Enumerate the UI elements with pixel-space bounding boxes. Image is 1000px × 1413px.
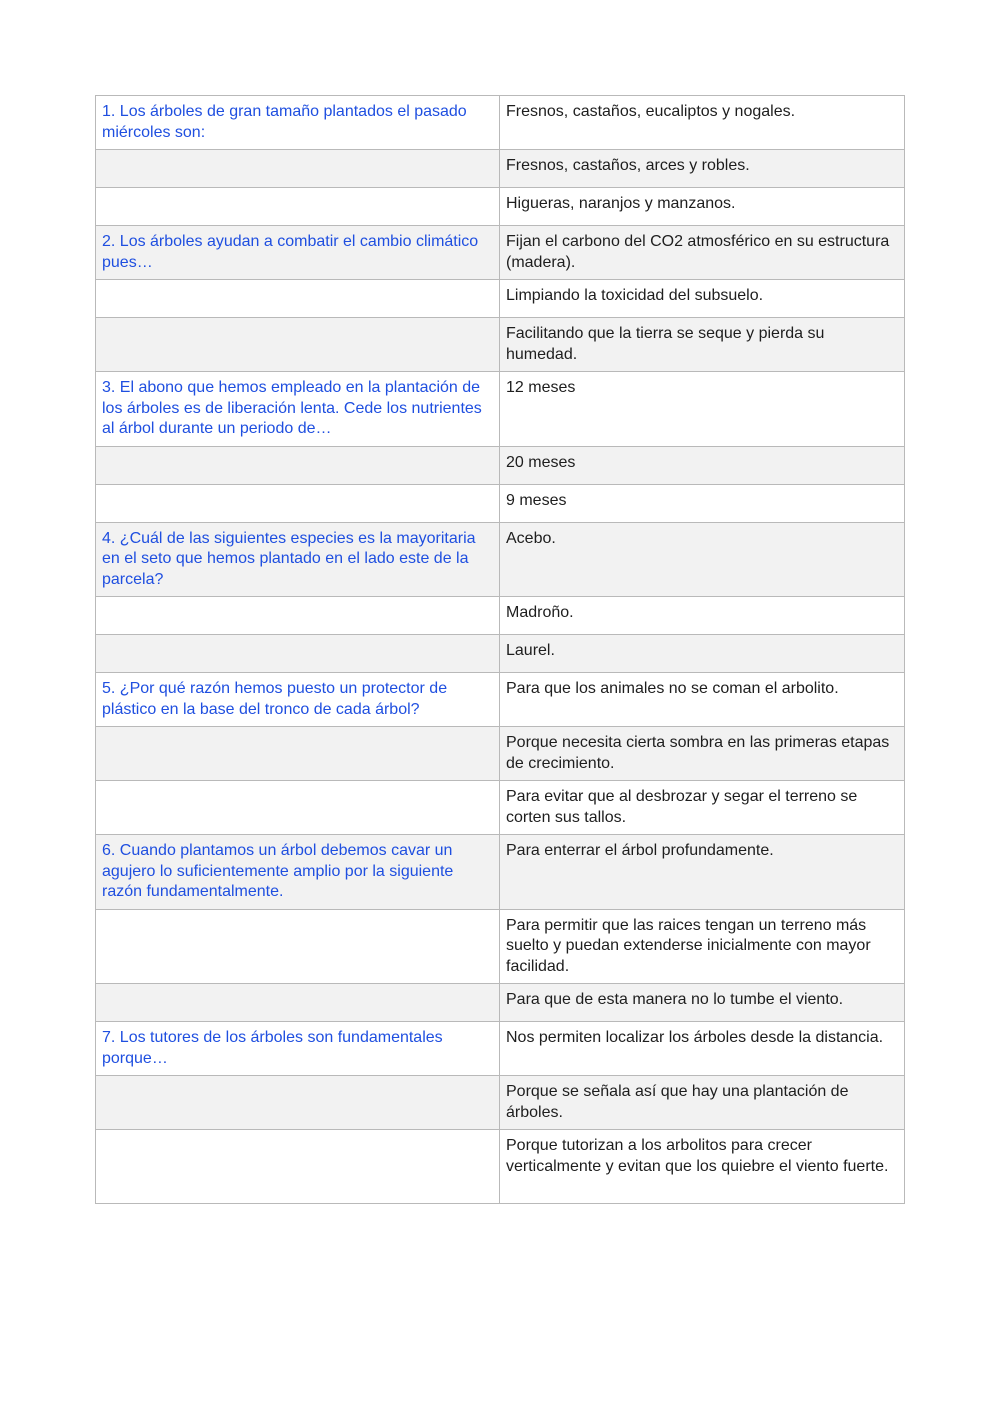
answer-cell: Higueras, naranjos y manzanos. <box>500 188 905 226</box>
question-cell: 7. Los tutores de los árboles son fundamentales porque… <box>96 1022 500 1076</box>
table-row <box>96 484 905 522</box>
question-cell <box>96 727 500 781</box>
question-cell <box>96 446 500 484</box>
table-row <box>96 781 905 835</box>
question-cell <box>96 280 500 318</box>
question-cell: 4. ¿Cuál de las siguientes especies es la mayoritaria en el seto que hemos plantado en el lado este de la parcela? <box>96 522 500 597</box>
answer-cell: 20 meses <box>500 446 905 484</box>
answer-cell: Para que de esta manera no lo tumbe el viento. <box>500 984 905 1022</box>
answer-cell: Fresnos, castaños, arces y robles. <box>500 150 905 188</box>
question-cell <box>96 1076 500 1130</box>
question-cell <box>96 984 500 1022</box>
table-row <box>96 727 905 781</box>
table-row <box>96 1130 905 1204</box>
answer-cell: Fresnos, castaños, eucaliptos y nogales. <box>500 96 905 150</box>
question-cell: 5. ¿Por qué razón hemos puesto un protector de plástico en la base del tronco de cada árbol? <box>96 673 500 727</box>
table-row <box>96 280 905 318</box>
question-cell <box>96 150 500 188</box>
question-cell <box>96 597 500 635</box>
table-row <box>96 1076 905 1130</box>
answer-cell: Fijan el carbono del CO2 atmosférico en su estructura (madera). <box>500 226 905 280</box>
answer-cell: Madroño. <box>500 597 905 635</box>
table-row <box>96 226 905 280</box>
table-row <box>96 597 905 635</box>
question-cell <box>96 318 500 372</box>
question-cell <box>96 1130 500 1204</box>
table-row <box>96 522 905 597</box>
table-row <box>96 96 905 150</box>
table-row <box>96 635 905 673</box>
question-cell: 6. Cuando plantamos un árbol debemos cavar un agujero lo suficientemente amplio por la siguiente razón fundamentalmente. <box>96 835 500 910</box>
answer-cell: Porque tutorizan a los arbolitos para crecer verticalmente y evitan que los quiebre el viento fuerte. <box>500 1130 905 1204</box>
table-row <box>96 673 905 727</box>
table-row <box>96 188 905 226</box>
answer-cell: Porque necesita cierta sombra en las primeras etapas de crecimiento. <box>500 727 905 781</box>
table-row <box>96 446 905 484</box>
answer-cell: Para evitar que al desbrozar y segar el terreno se corten sus tallos. <box>500 781 905 835</box>
answer-cell: Porque se señala así que hay una plantación de árboles. <box>500 1076 905 1130</box>
question-cell <box>96 635 500 673</box>
answer-cell: Facilitando que la tierra se seque y pierda su humedad. <box>500 318 905 372</box>
table-row <box>96 835 905 910</box>
question-cell <box>96 781 500 835</box>
question-cell <box>96 909 500 984</box>
table-row <box>96 909 905 984</box>
answer-cell: Para enterrar el árbol profundamente. <box>500 835 905 910</box>
table-row <box>96 1022 905 1076</box>
answer-cell: 12 meses <box>500 372 905 447</box>
answer-cell: Para que los animales no se coman el arbolito. <box>500 673 905 727</box>
answer-cell: Nos permiten localizar los árboles desde la distancia. <box>500 1022 905 1076</box>
question-cell <box>96 188 500 226</box>
question-cell <box>96 484 500 522</box>
answer-cell: Limpiando la toxicidad del subsuelo. <box>500 280 905 318</box>
question-cell: 2. Los árboles ayudan a combatir el cambio climático pues… <box>96 226 500 280</box>
answer-cell: Laurel. <box>500 635 905 673</box>
quiz-table <box>95 95 905 1204</box>
question-cell: 3. El abono que hemos empleado en la plantación de los árboles es de liberación lenta. Cede los nutrientes al árbol durante un periodo de… <box>96 372 500 447</box>
answer-cell: 9 meses <box>500 484 905 522</box>
table-row <box>96 372 905 447</box>
question-cell: 1. Los árboles de gran tamaño plantados el pasado miércoles son: <box>96 96 500 150</box>
answer-cell: Para permitir que las raices tengan un terreno más suelto y puedan extenderse inicialmente con mayor facilidad. <box>500 909 905 984</box>
table-row <box>96 318 905 372</box>
table-row <box>96 984 905 1022</box>
answer-cell: Acebo. <box>500 522 905 597</box>
table-row <box>96 150 905 188</box>
